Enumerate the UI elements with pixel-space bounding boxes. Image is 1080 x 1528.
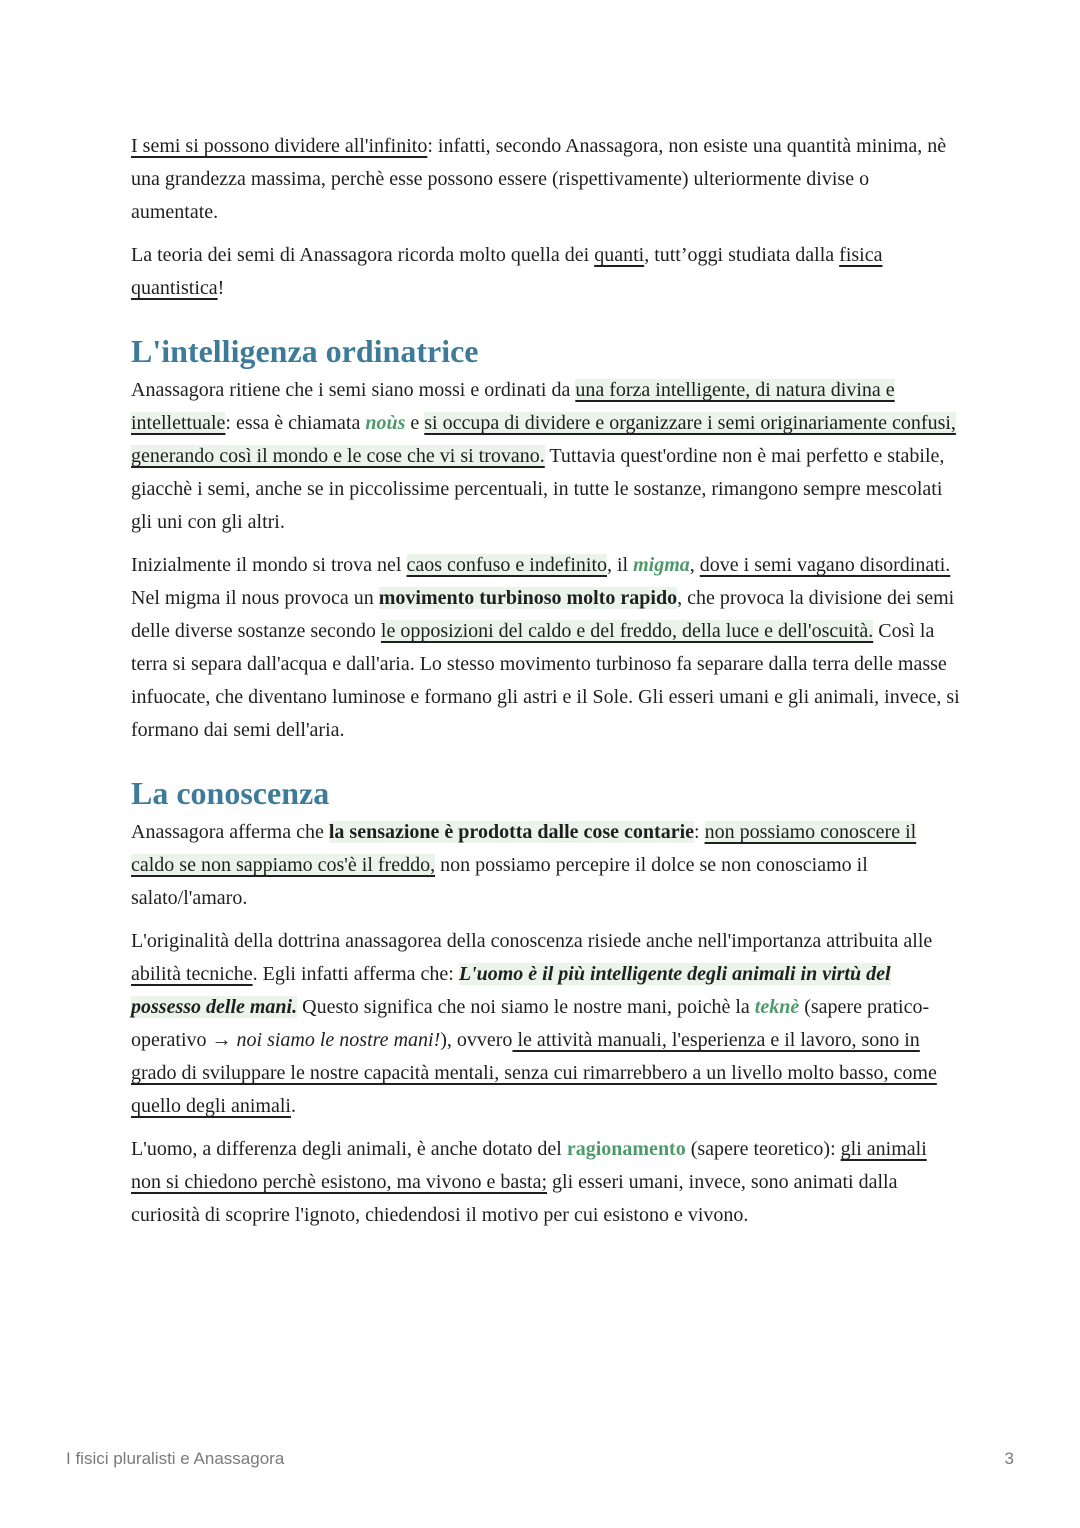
- italic-phrase: noi siamo le nostre mani!: [236, 1029, 441, 1051]
- text-run: ,: [689, 554, 700, 576]
- highlighted-phrase: le opposizioni del caldo e del freddo, della luce e dell'oscuità.: [380, 620, 874, 642]
- text-run: . Egli infatti afferma che:: [252, 963, 459, 985]
- text-run: non possiamo percepire il dolce se non conosciamo il salato/l'amaro.: [131, 854, 868, 909]
- document-body: [131, 130, 961, 1242]
- text-run: Anassagora ritiene che i semi siano mossi e ordinati da: [131, 379, 576, 401]
- bold-highlighted-phrase: la sensazione è prodotta dalle cose contarie: [328, 821, 695, 843]
- section-heading-conoscenza: La conoscenza: [131, 775, 330, 811]
- underlined-phrase: I semi si possono dividere all'infinito: [131, 135, 428, 157]
- paragraph-quanti: [131, 239, 961, 305]
- paragraph-infinite-division: [131, 130, 961, 229]
- footer-document-title: I fisici pluralisti e Anassagora: [66, 1449, 285, 1468]
- keyword-term: teknè: [754, 996, 800, 1018]
- underlined-phrase: quanti: [594, 244, 645, 266]
- highlighted-phrase: caos confuso e indefinito: [406, 554, 607, 576]
- text-run: La teoria dei semi di Anassagora ricorda molto quella dei: [131, 244, 595, 266]
- text-run: L'originalità della dottrina anassagorea della conoscenza risiede anche nell'importanza attribuita alle: [131, 930, 933, 952]
- paragraph-migma: [131, 549, 961, 747]
- text-run: , tutt’oggi studiata dalla: [644, 244, 840, 266]
- keyword-term: ragionamento: [566, 1138, 686, 1160]
- text-run: (sapere teoretico):: [685, 1138, 841, 1160]
- text-run: Tuttavia quest'ordine non è mai perfetto e stabile, giacchè i semi, anche se in piccolissime percentuali, in tutte le sostanze, rimangono sempre mescolati gli uni con gli altri.: [131, 445, 945, 533]
- highlighted-phrase: non possiamo conoscere il caldo se non sappiamo cos'è il freddo,: [131, 821, 917, 876]
- underlined-phrase: abilità tecniche: [131, 963, 253, 985]
- text-run: Anassagora afferma che: [131, 821, 329, 843]
- paragraph-ragionamento: [131, 1133, 961, 1232]
- bold-highlighted-phrase: movimento turbinoso molto rapido: [378, 587, 678, 609]
- text-run: Nel migma il nous provoca un: [131, 587, 379, 609]
- underlined-phrase: gli animali non si chiedono perchè esistono, ma vivono e basta;: [131, 1138, 927, 1193]
- bold-italic-quote: L'uomo è il più intelligente degli animali in virtù del possesso delle mani.: [131, 963, 891, 1018]
- highlighted-phrase: si occupa di dividere e organizzare i semi originariamente confusi, generando così il mondo e le cose che vi si trovano.: [131, 412, 956, 467]
- text-run: !: [217, 277, 225, 299]
- underlined-phrase: dove i semi vagano disordinati.: [699, 554, 951, 576]
- paragraph-sensazione: [131, 816, 961, 915]
- text-run: e: [405, 412, 425, 434]
- text-run: gli esseri umani, invece, sono animati dalla curiosità di scoprire l'ignoto, chiedendosi il motivo per cui esistono e vivono.: [131, 1171, 898, 1226]
- text-run: ), ovvero: [440, 1029, 513, 1051]
- text-run: (sapere pratico-operativo →: [131, 996, 930, 1051]
- text-run: L'uomo, a differenza degli animali, è anche dotato del: [131, 1138, 567, 1160]
- underlined-phrase: le attività manuali, l'esperienza e il lavoro, sono in grado di sviluppare le nostre capacità mentali, senza cui rimarrebbero a un livello molto basso, come quello degli animali: [131, 1029, 937, 1117]
- text-run: , che provoca la divisione dei semi delle diverse sostanze secondo: [131, 587, 955, 642]
- text-run: : infatti, secondo Anassagora, non esiste una quantità minima, nè una grandezza massima, perchè esse possono essere (rispettivamente) ulteriormente divise o aumentate.: [131, 135, 947, 223]
- highlighted-phrase: una forza intelligente, di natura divina e intellettuale: [131, 379, 895, 434]
- underlined-phrase: fisica quantistica: [131, 244, 883, 299]
- text-run: .: [290, 1095, 296, 1117]
- keyword-term: noùs: [365, 412, 406, 434]
- text-run: , il: [607, 554, 634, 576]
- page-number: 3: [1004, 1449, 1014, 1468]
- paragraph-tekne: [131, 925, 961, 1123]
- text-run: : essa è chiamata: [225, 412, 366, 434]
- text-run: Questo significa che noi siamo le nostre mani, poichè la: [297, 996, 755, 1018]
- text-run: Così la terra si separa dall'acqua e dall'aria. Lo stesso movimento turbinoso fa separare dalla terra delle masse infuocate, che diventano luminose e formano gli astri e il Sole. Gli esseri umani e gli animali, invece, si formano dai semi dell'aria.: [131, 620, 960, 741]
- text-run: Inizialmente il mondo si trova nel: [131, 554, 407, 576]
- text-run: :: [694, 821, 705, 843]
- paragraph-nous: [131, 374, 961, 539]
- section-heading-intelligenza: L'intelligenza ordinatrice: [131, 333, 479, 369]
- keyword-term: migma: [633, 554, 690, 576]
